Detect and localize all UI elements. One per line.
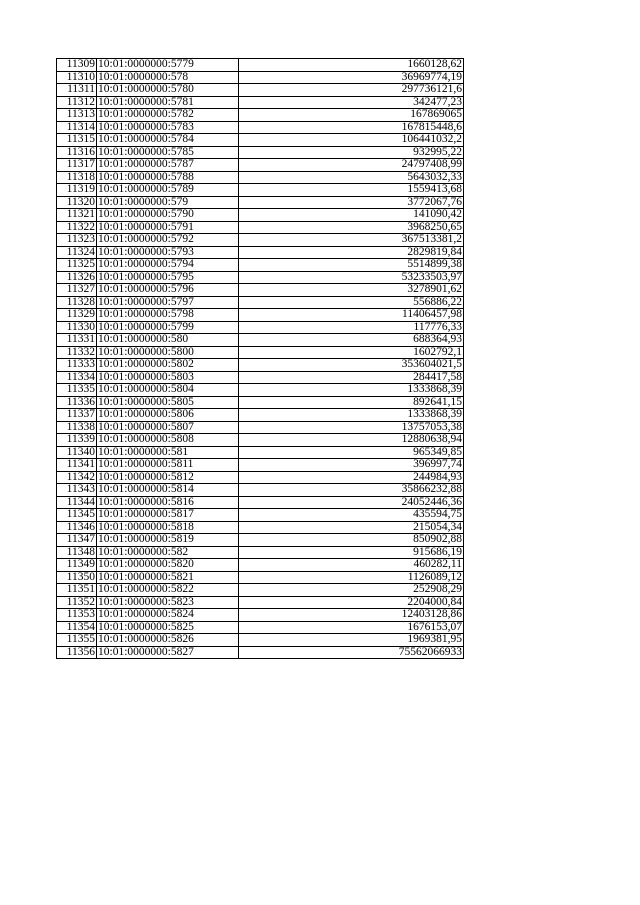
table-row (57, 459, 464, 472)
row-number-cell: 11330 (57, 321, 97, 334)
data-table (56, 58, 464, 659)
value-cell: 850902,88 (239, 534, 464, 547)
table-row (57, 334, 464, 347)
value-cell: 460282,11 (239, 559, 464, 572)
table-row (57, 396, 464, 409)
table-row (57, 109, 464, 122)
table-row (57, 471, 464, 484)
cadastral-number-cell: 10:01:0000000:5824 (97, 609, 239, 622)
row-number-cell: 11352 (57, 596, 97, 609)
table-row (57, 409, 464, 422)
cadastral-number-cell: 10:01:0000000:5780 (97, 84, 239, 97)
row-number-cell: 11316 (57, 146, 97, 159)
table-row (57, 509, 464, 522)
row-number-cell: 11356 (57, 646, 97, 659)
table-row (57, 446, 464, 459)
row-number-cell: 11310 (57, 71, 97, 84)
row-number-cell: 11329 (57, 309, 97, 322)
cadastral-number-cell: 10:01:0000000:5795 (97, 271, 239, 284)
row-number-cell: 11332 (57, 346, 97, 359)
row-number-cell: 11312 (57, 96, 97, 109)
table-row (57, 246, 464, 259)
cadastral-number-cell: 10:01:0000000:5804 (97, 384, 239, 397)
table-row (57, 384, 464, 397)
cadastral-number-cell: 10:01:0000000:5816 (97, 496, 239, 509)
row-number-cell: 11320 (57, 196, 97, 209)
row-number-cell: 11355 (57, 634, 97, 647)
value-cell: 1333868,39 (239, 409, 464, 422)
cadastral-number-cell: 10:01:0000000:5818 (97, 521, 239, 534)
value-cell: 1602792,1 (239, 346, 464, 359)
table-row (57, 84, 464, 97)
table-row (57, 309, 464, 322)
cadastral-number-cell: 10:01:0000000:5790 (97, 209, 239, 222)
value-cell: 3968250,65 (239, 221, 464, 234)
table-row (57, 421, 464, 434)
cadastral-number-cell: 10:01:0000000:5825 (97, 621, 239, 634)
cadastral-number-cell: 10:01:0000000:5796 (97, 284, 239, 297)
table-row (57, 171, 464, 184)
table-row (57, 259, 464, 272)
cadastral-number-cell: 10:01:0000000:5798 (97, 309, 239, 322)
value-cell: 556886,22 (239, 296, 464, 309)
row-number-cell: 11344 (57, 496, 97, 509)
value-cell: 13757053,38 (239, 421, 464, 434)
row-number-cell: 11348 (57, 546, 97, 559)
table-row (57, 184, 464, 197)
value-cell: 892641,15 (239, 396, 464, 409)
value-cell: 12880638,94 (239, 434, 464, 447)
row-number-cell: 11353 (57, 609, 97, 622)
row-number-cell: 11323 (57, 234, 97, 247)
cadastral-number-cell: 10:01:0000000:5823 (97, 596, 239, 609)
value-cell: 24052446,36 (239, 496, 464, 509)
cadastral-number-cell: 10:01:0000000:5817 (97, 509, 239, 522)
value-cell: 24797408,99 (239, 159, 464, 172)
cadastral-number-cell: 10:01:0000000:5793 (97, 246, 239, 259)
table-row (57, 634, 464, 647)
value-cell: 36969774,19 (239, 71, 464, 84)
row-number-cell: 11327 (57, 284, 97, 297)
cadastral-number-cell: 10:01:0000000:5800 (97, 346, 239, 359)
value-cell: 117776,33 (239, 321, 464, 334)
row-number-cell: 11321 (57, 209, 97, 222)
row-number-cell: 11322 (57, 221, 97, 234)
row-number-cell: 11349 (57, 559, 97, 572)
cadastral-number-cell: 10:01:0000000:5820 (97, 559, 239, 572)
cadastral-number-cell: 10:01:0000000:5803 (97, 371, 239, 384)
value-cell: 75562066933 (239, 646, 464, 659)
row-number-cell: 11343 (57, 484, 97, 497)
value-cell: 3772067,76 (239, 196, 464, 209)
cadastral-number-cell: 10:01:0000000:5794 (97, 259, 239, 272)
table-row (57, 571, 464, 584)
value-cell: 106441032,2 (239, 134, 464, 147)
row-number-cell: 11319 (57, 184, 97, 197)
value-cell: 5514899,38 (239, 259, 464, 272)
cadastral-number-cell: 10:01:0000000:5806 (97, 409, 239, 422)
table-row (57, 596, 464, 609)
cadastral-number-cell: 10:01:0000000:5787 (97, 159, 239, 172)
row-number-cell: 11350 (57, 571, 97, 584)
table-row (57, 496, 464, 509)
cadastral-number-cell: 10:01:0000000:582 (97, 546, 239, 559)
row-number-cell: 11342 (57, 471, 97, 484)
cadastral-number-cell: 10:01:0000000:5802 (97, 359, 239, 372)
row-number-cell: 11354 (57, 621, 97, 634)
value-cell: 367513381,2 (239, 234, 464, 247)
cadastral-number-cell: 10:01:0000000:5812 (97, 471, 239, 484)
value-cell: 435594,75 (239, 509, 464, 522)
cadastral-number-cell: 10:01:0000000:5784 (97, 134, 239, 147)
row-number-cell: 11325 (57, 259, 97, 272)
row-number-cell: 11334 (57, 371, 97, 384)
table-row (57, 209, 464, 222)
value-cell: 297736121,6 (239, 84, 464, 97)
value-cell: 11406457,98 (239, 309, 464, 322)
value-cell: 1333868,39 (239, 384, 464, 397)
cadastral-number-cell: 10:01:0000000:5811 (97, 459, 239, 472)
value-cell: 396997,74 (239, 459, 464, 472)
table-row (57, 271, 464, 284)
table-row (57, 559, 464, 572)
value-cell: 353604021,5 (239, 359, 464, 372)
value-cell: 284417,58 (239, 371, 464, 384)
table-row (57, 234, 464, 247)
cadastral-number-cell: 10:01:0000000:578 (97, 71, 239, 84)
value-cell: 1559413,68 (239, 184, 464, 197)
table-row (57, 646, 464, 659)
table-row (57, 371, 464, 384)
row-number-cell: 11326 (57, 271, 97, 284)
cadastral-number-cell: 10:01:0000000:5827 (97, 646, 239, 659)
row-number-cell: 11314 (57, 121, 97, 134)
value-cell: 932995,22 (239, 146, 464, 159)
cadastral-number-cell: 10:01:0000000:5781 (97, 96, 239, 109)
value-cell: 965349,85 (239, 446, 464, 459)
row-number-cell: 11309 (57, 59, 97, 72)
cadastral-number-cell: 10:01:0000000:5783 (97, 121, 239, 134)
cadastral-number-cell: 10:01:0000000:581 (97, 446, 239, 459)
row-number-cell: 11317 (57, 159, 97, 172)
row-number-cell: 11313 (57, 109, 97, 122)
table-row (57, 59, 464, 72)
table-row (57, 321, 464, 334)
table-row (57, 121, 464, 134)
cadastral-number-cell: 10:01:0000000:5791 (97, 221, 239, 234)
cadastral-number-cell: 10:01:0000000:5819 (97, 534, 239, 547)
value-cell: 12403128,86 (239, 609, 464, 622)
value-cell: 1969381,95 (239, 634, 464, 647)
row-number-cell: 11311 (57, 84, 97, 97)
row-number-cell: 11331 (57, 334, 97, 347)
cadastral-number-cell: 10:01:0000000:5822 (97, 584, 239, 597)
row-number-cell: 11324 (57, 246, 97, 259)
table-row (57, 359, 464, 372)
value-cell: 2204000,84 (239, 596, 464, 609)
row-number-cell: 11328 (57, 296, 97, 309)
row-number-cell: 11338 (57, 421, 97, 434)
table-row (57, 221, 464, 234)
row-number-cell: 11341 (57, 459, 97, 472)
cadastral-number-cell: 10:01:0000000:5789 (97, 184, 239, 197)
row-number-cell: 11351 (57, 584, 97, 597)
table-row (57, 134, 464, 147)
cadastral-number-cell: 10:01:0000000:580 (97, 334, 239, 347)
value-cell: 3278901,62 (239, 284, 464, 297)
row-number-cell: 11346 (57, 521, 97, 534)
cadastral-number-cell: 10:01:0000000:5808 (97, 434, 239, 447)
row-number-cell: 11335 (57, 384, 97, 397)
cadastral-number-cell: 10:01:0000000:5807 (97, 421, 239, 434)
value-cell: 244984,93 (239, 471, 464, 484)
table-row (57, 284, 464, 297)
table-row (57, 159, 464, 172)
cadastral-number-cell: 10:01:0000000:5821 (97, 571, 239, 584)
table-row (57, 484, 464, 497)
cadastral-number-cell: 10:01:0000000:579 (97, 196, 239, 209)
table-row (57, 96, 464, 109)
row-number-cell: 11337 (57, 409, 97, 422)
value-cell: 688364,93 (239, 334, 464, 347)
cadastral-number-cell: 10:01:0000000:5792 (97, 234, 239, 247)
cadastral-number-cell: 10:01:0000000:5785 (97, 146, 239, 159)
row-number-cell: 11345 (57, 509, 97, 522)
table-row (57, 146, 464, 159)
value-cell: 167869065 (239, 109, 464, 122)
table-row (57, 609, 464, 622)
table-row (57, 546, 464, 559)
value-cell: 53233503,97 (239, 271, 464, 284)
table-row (57, 71, 464, 84)
value-cell: 141090,42 (239, 209, 464, 222)
row-number-cell: 11336 (57, 396, 97, 409)
table-body (57, 59, 464, 659)
value-cell: 215054,34 (239, 521, 464, 534)
cadastral-number-cell: 10:01:0000000:5779 (97, 59, 239, 72)
value-cell: 5643032,33 (239, 171, 464, 184)
cadastral-number-cell: 10:01:0000000:5788 (97, 171, 239, 184)
row-number-cell: 11340 (57, 446, 97, 459)
table-row (57, 196, 464, 209)
cadastral-number-cell: 10:01:0000000:5826 (97, 634, 239, 647)
value-cell: 35866232,88 (239, 484, 464, 497)
table-row (57, 521, 464, 534)
table-row (57, 534, 464, 547)
value-cell: 252908,29 (239, 584, 464, 597)
value-cell: 167815448,6 (239, 121, 464, 134)
row-number-cell: 11315 (57, 134, 97, 147)
value-cell: 342477,23 (239, 96, 464, 109)
cadastral-number-cell: 10:01:0000000:5782 (97, 109, 239, 122)
table-row (57, 434, 464, 447)
cadastral-number-cell: 10:01:0000000:5797 (97, 296, 239, 309)
row-number-cell: 11333 (57, 359, 97, 372)
table-row (57, 296, 464, 309)
cadastral-number-cell: 10:01:0000000:5814 (97, 484, 239, 497)
cadastral-number-cell: 10:01:0000000:5805 (97, 396, 239, 409)
value-cell: 915686,19 (239, 546, 464, 559)
value-cell: 1126089,12 (239, 571, 464, 584)
value-cell: 2829819,84 (239, 246, 464, 259)
value-cell: 1660128,62 (239, 59, 464, 72)
table-row (57, 346, 464, 359)
value-cell: 1676153,07 (239, 621, 464, 634)
row-number-cell: 11347 (57, 534, 97, 547)
row-number-cell: 11339 (57, 434, 97, 447)
cadastral-number-cell: 10:01:0000000:5799 (97, 321, 239, 334)
row-number-cell: 11318 (57, 171, 97, 184)
table-row (57, 584, 464, 597)
table-row (57, 621, 464, 634)
